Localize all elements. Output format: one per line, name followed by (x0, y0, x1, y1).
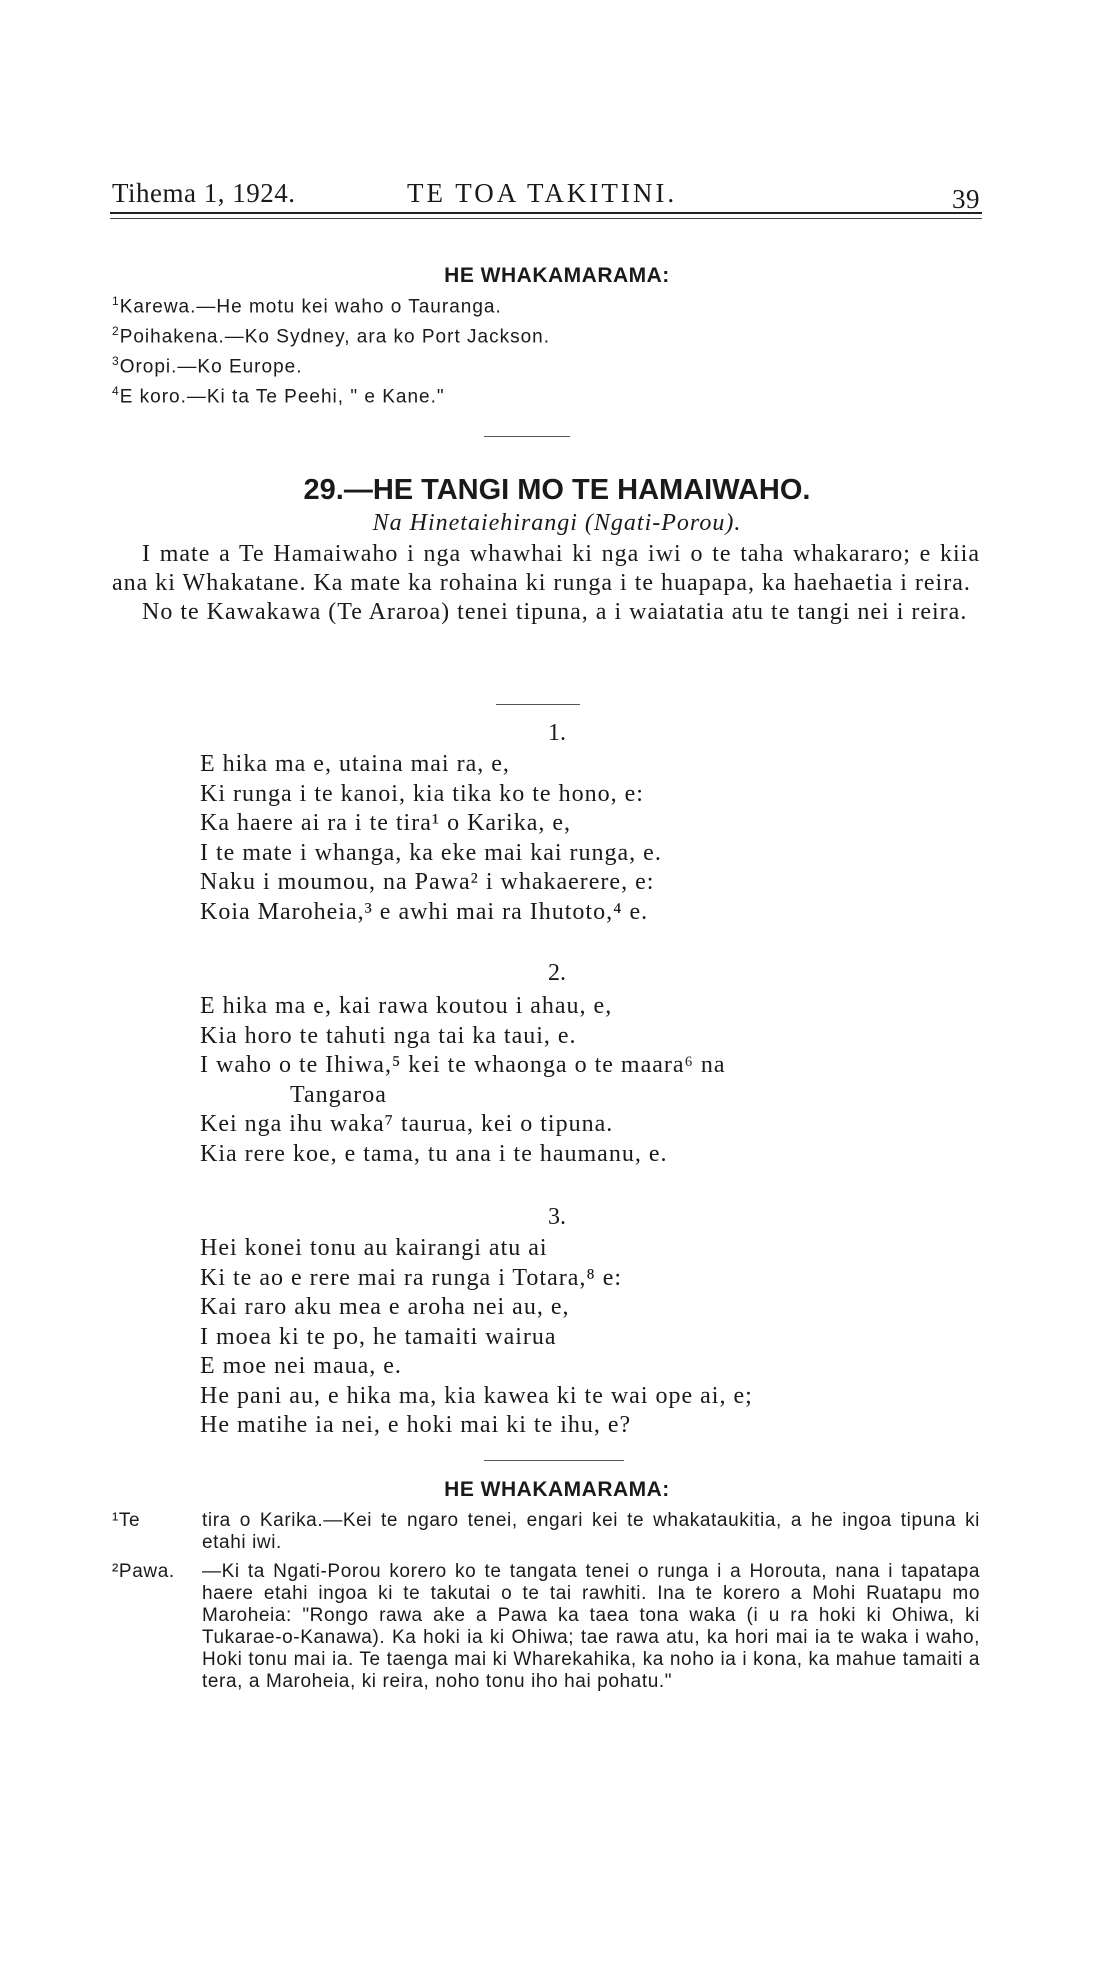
note-item: $^3$Oropi.—Ko Europe. (112, 354, 303, 378)
verse-line: He pani au, e hika ma, kia kawea ki te wai ope ai, e; (200, 1382, 753, 1409)
footnote-text: tira o Karika.—Kei te ngaro tenei, engari kei te whakataukitia, a he ingoa tipuna ki etahi iwi. (202, 1510, 980, 1553)
verse-line: Ki te ao e rere mai ra runga i Totara,⁸ e: (200, 1264, 623, 1291)
footnote-text: —Ki ta Ngati-Porou korero ko te tangata tenei o runga i a Horouta, nana i tapatapa haere etahi ingoa ki te takutai o te tai rawhiti. Ina te korero a Mohi Ruatapu mo Maroheia: "Rongo rawa ake a Pawa ka taea tona waka (i u ra hoki ki Ohiwa, ki Tukarae-o-Kanawa). Ka hoki ia ki Ohiwa; tae rawa atu, ka hori mai ia te waka i waho, Hoki tonu mai ia. Te taenga mai ki Wharekahika, ka noho ia i kona, ka mahue tamaiti a tera, a Maroheia, ki reira, noho tonu iho hai pohatu." (202, 1561, 980, 1692)
verse-line: I moea ki te po, he tamaiti wairua (200, 1323, 557, 1350)
header-date: Tihema 1, 1924. (112, 178, 296, 208)
footnote-item (112, 1510, 980, 1554)
article-intro (112, 540, 980, 627)
verse-line: Naku i moumou, na Pawa² i whakaerere, e: (200, 869, 655, 895)
stanza-2 (200, 992, 980, 1169)
verse-line: Kia rere koe, e tama, tu ana i te haumanu, e. (200, 1140, 668, 1167)
stanza-number: 1. (548, 720, 566, 746)
verse-line: Tangaroa (290, 1081, 387, 1108)
verse-line: Kia horo te tahuti nga tai ka taui, e. (200, 1022, 577, 1049)
verse-line: He matihe ia nei, e hoki mai ki te ihu, e? (200, 1412, 632, 1438)
notes-heading: HE WHAKAMARAMA: (444, 1478, 670, 1501)
verse-line: Ka haere ai ra i te tira¹ o Karika, e, (200, 810, 572, 836)
article-byline: Na Hinetaiehirangi (Ngati-Porou). (372, 510, 742, 536)
verse-line: E hika ma e, utaina mai ra, e, (200, 751, 510, 777)
verse-line: Kei nga ihu waka⁷ taurua, kei o tipuna. (200, 1111, 614, 1137)
intro-paragraph: I mate a Te Hamaiwaho i nga whawhai ki nga iwi o te taha whakararo; e kiia ana ki Whakatane. Ka mate ka rohaina ki runga i te huapapa, ka haehaetia i reira. (112, 541, 980, 596)
header-rule-thin (110, 218, 982, 219)
header-journal-title: TE TOA TAKITINI. (407, 178, 678, 208)
footnote-lead: ²Pawa. (112, 1561, 175, 1582)
article-title: 29.—HE TANGI MO TE HAMAIWAHO. (303, 474, 811, 506)
note-item: $^1$Karewa.—He motu kei waho o Tauranga. (112, 294, 502, 318)
verse-line: Ki runga i te kanoi, kia tika ko te hono, e: (200, 780, 644, 807)
stanza-3 (200, 1234, 980, 1441)
intro-paragraph: No te Kawakawa (Te Araroa) tenei tipuna, a i waiatatia atu te tangi nei i reira. (142, 599, 968, 625)
verse-line: I te mate i whanga, ka eke mai kai runga, e. (200, 839, 662, 866)
running-header (112, 178, 980, 214)
verse-line: I waho o te Ihiwa,⁵ kei te whaonga o te maara⁶ na (200, 1052, 726, 1078)
section-divider (484, 436, 570, 437)
note-item: $^4$E koro.—Ki ta Te Peehi, " e Kane." (112, 384, 445, 408)
stanza-number: 2. (548, 960, 566, 986)
verse-line: Hei konei tonu au kairangi atu ai (200, 1235, 548, 1261)
footnotes (112, 1510, 980, 1700)
page-number: 39 (952, 184, 980, 214)
notes-heading: HE WHAKAMARAMA: (444, 264, 670, 287)
section-divider (484, 1460, 624, 1461)
stanza-number: 3. (548, 1204, 566, 1230)
stanza-1 (200, 750, 980, 927)
section-divider (496, 704, 580, 705)
verse-line: E hika ma e, kai rawa koutou i ahau, e, (200, 993, 613, 1019)
footnote-lead: ¹Te (112, 1510, 141, 1531)
verse-line: Kai raro aku mea e aroha nei au, e, (200, 1294, 570, 1320)
footnote-item (112, 1561, 980, 1693)
verse-line: Koia Maroheia,³ e awhi mai ra Ihutoto,⁴ e. (200, 898, 649, 925)
verse-line: E moe nei maua, e. (200, 1353, 402, 1379)
note-item: $^2$Poihakena.—Ko Sydney, ara ko Port Jackson. (112, 324, 550, 348)
header-rule (110, 212, 982, 214)
